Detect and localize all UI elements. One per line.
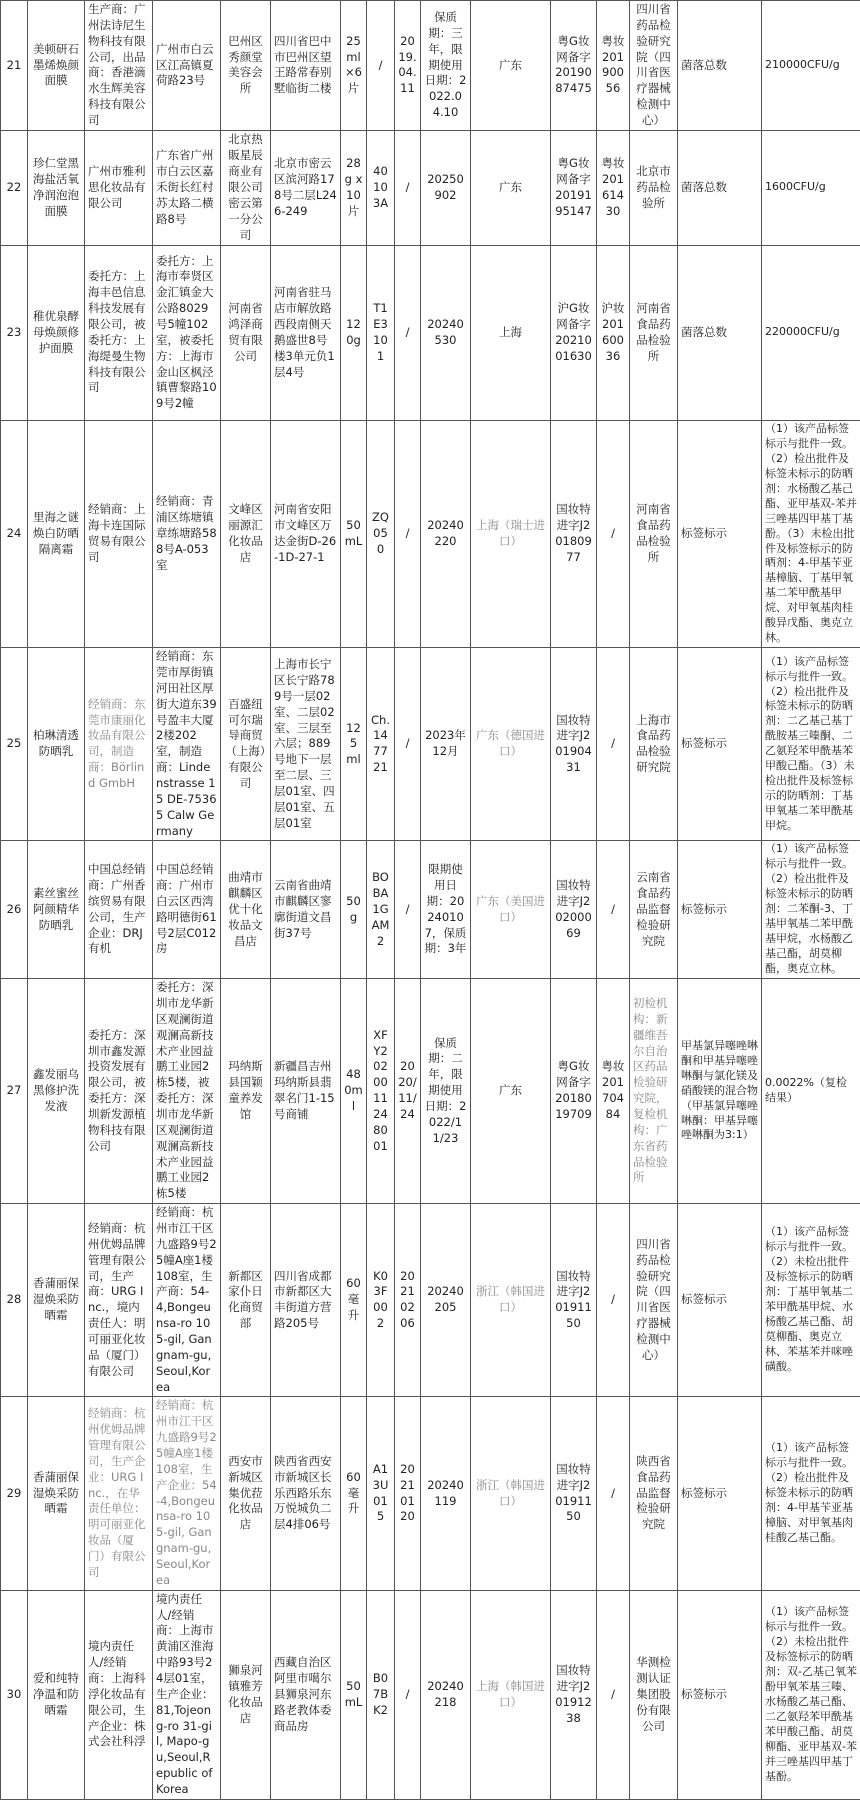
cell-origin: 广东 bbox=[471, 130, 551, 245]
cell-inspection-agency: 初检机构：新疆维吾尔自治区药品检验研究院，复检机构：广东省药品检验所 bbox=[630, 979, 678, 1204]
cell-seller-address: 上海市长宁区长宁路789号一层02室、二层02室、三层至六层；889号地下一层至二层、三层01室、四层01室、五层01室 bbox=[271, 648, 341, 841]
table-row bbox=[1, 1590, 860, 1799]
cell-expiry: 20240220 bbox=[421, 420, 471, 647]
cell-producer: 经销商：东莞市康丽化妆品有限公司，制造商：Börlind GmbH bbox=[85, 648, 153, 841]
cell-production-date: / bbox=[395, 245, 421, 420]
cell-seller: 北京热販星辰商业有限公司密云第一分公司 bbox=[221, 130, 271, 245]
table-row bbox=[1, 841, 860, 979]
cell-origin: 广东 bbox=[471, 979, 551, 1204]
cell-specification: 50g bbox=[341, 841, 367, 979]
cell-producer-address: 委托方：深圳市龙华新区观澜街道观澜高新技术产业园益鹏工业园2栋5楼，被委托方：深圳市龙华新区观澜街道观澜高新技术产业园益鹏工业园2栋5楼 bbox=[153, 979, 221, 1204]
cell-seller: 曲靖市麒麟区优十化妆品文昌店 bbox=[221, 841, 271, 979]
cell-failed-item: 标签标示 bbox=[678, 1204, 762, 1397]
cell-specification: 120g bbox=[341, 245, 367, 420]
cell-production-permit: 粤妆20170484 bbox=[597, 979, 630, 1204]
cell-license-number: 国妆特进字J20180977 bbox=[551, 420, 597, 647]
cell-production-date: 2020/11/24 bbox=[395, 979, 421, 1204]
cell-inspection-agency: 四川省药品检验研究院（四川省医疗器械检测中心） bbox=[630, 1204, 678, 1397]
cell-origin: 上海（韩国进口） bbox=[471, 1590, 551, 1799]
cell-row-number: 24 bbox=[1, 420, 28, 647]
cell-failed-item: 标签标示 bbox=[678, 648, 762, 841]
cell-producer: 生产商：广州法诗尼生物科技有限公司，出品商：香港滴水生辉美容科技有限公司 bbox=[85, 1, 153, 131]
cell-failed-item: 标签标示 bbox=[678, 841, 762, 979]
cell-production-date: / bbox=[395, 1590, 421, 1799]
cell-production-date: / bbox=[395, 648, 421, 841]
cell-batch-number: Ch.147721 bbox=[367, 648, 395, 841]
cell-product-name: 柏琳清透防晒乳 bbox=[28, 648, 85, 841]
cell-seller: 玛纳斯县国颖童养发馆 bbox=[221, 979, 271, 1204]
cell-row-number: 25 bbox=[1, 648, 28, 841]
cell-product-name: 素丝蜜丝阿颜精华防晒乳 bbox=[28, 841, 85, 979]
cell-product-name: 里海之谜焕白防晒隔离霜 bbox=[28, 420, 85, 647]
cell-product-name: 香蒲丽保湿焕采防晒霜 bbox=[28, 1204, 85, 1397]
cell-failed-item: 标签标示 bbox=[678, 420, 762, 647]
cell-failed-item: 菌落总数 bbox=[678, 245, 762, 420]
cell-expiry: 2023年12月 bbox=[421, 648, 471, 841]
cell-seller: 新都区家仆日化商贸部 bbox=[221, 1204, 271, 1397]
cell-seller: 巴州区秀颜堂美容会所 bbox=[221, 1, 271, 131]
cell-production-permit: / bbox=[597, 648, 630, 841]
cell-seller: 狮泉河镇雅芳化妆品店 bbox=[221, 1590, 271, 1799]
cell-row-number: 27 bbox=[1, 979, 28, 1204]
cell-batch-number: T1E3101 bbox=[367, 245, 395, 420]
cell-test-result: （1）该产品标签标示与批件一致。（2）检出批件及标签未标示的防晒剂：二苯酮-3、丁基甲氧基二苯甲酰基甲烷，水杨酸乙基己酯，胡莫柳酯，奥克立林。 bbox=[762, 841, 860, 979]
cell-inspection-agency: 北京市药品检验所 bbox=[630, 130, 678, 245]
cell-test-result: （1）该产品标签标示与批件一致。（2）检出批件及标签未标示的防晒剂：水杨酸乙基己酯、亚甲基双-苯并三唑基四甲基丁基酚。（3）未检出批件及标签标示的防晒剂：4-甲基苄亚基樟脑、丁基甲氧基二苯甲酰基甲烷、对甲氧基肉桂酸异戊酯、奥克立林。 bbox=[762, 420, 860, 647]
cell-production-date: / bbox=[395, 420, 421, 647]
cell-inspection-agency: 华测检测认证集团股份有限公司 bbox=[630, 1590, 678, 1799]
cell-inspection-agency: 河南省食品药品检验所 bbox=[630, 245, 678, 420]
cell-test-result: 210000CFU/g bbox=[762, 1, 860, 131]
cell-production-permit: / bbox=[597, 1204, 630, 1397]
cell-specification: 60毫升 bbox=[341, 1204, 367, 1397]
cell-expiry: 保质期：二年，限期使用日期：2022/11/23 bbox=[421, 979, 471, 1204]
cell-product-name: 香蒲丽保湿焕采防晒霜 bbox=[28, 1397, 85, 1590]
cell-seller-address: 四川省巴中市巴州区望王路常春别墅临街二楼 bbox=[271, 1, 341, 131]
cell-origin: 上海 bbox=[471, 245, 551, 420]
cell-producer-address: 经销商：东莞市厚街镇河田社区厚街大道东39号盈丰大厦2楼202室，制造商：Lindenstrasse 15 DE-75365 Calw Germany bbox=[153, 648, 221, 841]
cell-seller-address: 四川省成都市新都区大丰街道方营路205号 bbox=[271, 1204, 341, 1397]
cell-producer: 广州市雅利思化妆品有限公司 bbox=[85, 130, 153, 245]
cell-seller-address: 河南省安阳市文峰区万达金街D-26-1D-27-1 bbox=[271, 420, 341, 647]
table-body bbox=[1, 1, 860, 1800]
cell-seller-address: 云南省曲靖市麒麟区寥廓街道文昌街37号 bbox=[271, 841, 341, 979]
cell-license-number: 粤G妆网备字2019195147 bbox=[551, 130, 597, 245]
cell-production-permit: 粤妆20190056 bbox=[597, 1, 630, 131]
cell-product-name: 鑫发丽乌黑修护洗发液 bbox=[28, 979, 85, 1204]
cell-producer-address: 经销商：杭州市江干区九盛路9号25幢A座1楼108室，生产企业：54-4,Bongeunsa-ro 105-gil, Gangnam-gu,Seoul,Korea bbox=[153, 1397, 221, 1590]
cell-license-number: 粤G妆网备字2019087475 bbox=[551, 1, 597, 131]
cell-batch-number: A13U015 bbox=[367, 1397, 395, 1590]
cell-row-number: 29 bbox=[1, 1397, 28, 1590]
cell-row-number: 23 bbox=[1, 245, 28, 420]
cell-seller-address: 河南省驻马店市解放路西段南侧天鹅盛世8号楼3单元负1层4号 bbox=[271, 245, 341, 420]
cell-specification: 25ml×6片 bbox=[341, 1, 367, 131]
cell-origin: 广东（美国进口） bbox=[471, 841, 551, 979]
cell-batch-number: K03F002 bbox=[367, 1204, 395, 1397]
cell-failed-item: 甲基氯异噻唑啉酮和甲基异噻唑啉酮与氯化镁及硝酸镁的混合物（甲基氯异噻唑啉酮：甲基异噻唑啉酮为3:1） bbox=[678, 979, 762, 1204]
cell-seller-address: 北京市密云区滨河路178号二层L246-249 bbox=[271, 130, 341, 245]
cell-batch-number: ZQ050 bbox=[367, 420, 395, 647]
cell-license-number: 国妆特进字J20200069 bbox=[551, 841, 597, 979]
table-row bbox=[1, 648, 860, 841]
cell-producer-address: 经销商：青浦区练塘镇章练塘路588号A-053室 bbox=[153, 420, 221, 647]
cell-test-result: 220000CFU/g bbox=[762, 245, 860, 420]
cell-producer-address: 广州市白云区江高镇夏荷路23号 bbox=[153, 1, 221, 131]
cell-production-permit: 沪妆20160036 bbox=[597, 245, 630, 420]
cell-batch-number: 4010 3A bbox=[367, 130, 395, 245]
table-row bbox=[1, 420, 860, 647]
cell-failed-item: 菌落总数 bbox=[678, 130, 762, 245]
cell-producer-address: 委托方：上海市奉贤区金汇镇金大公路8029号5幢102室，被委托方：上海市金山区枫泾镇曹黎路109号2幢 bbox=[153, 245, 221, 420]
table-row bbox=[1, 1, 860, 131]
cell-test-result: （1）该产品标签标示与批件一致。（2）检出批件及标签未标示的防晒剂：二乙基己基丁酰胺基三嗪酮、二乙氨羟苯甲酰基苯甲酸己酯。（3）未检出批件及标签标示的防晒剂：丁基甲氧基二苯甲酰基甲烷。 bbox=[762, 648, 860, 841]
table-row bbox=[1, 1204, 860, 1397]
cell-row-number: 22 bbox=[1, 130, 28, 245]
cell-seller: 文峰区丽源汇化妆品店 bbox=[221, 420, 271, 647]
cell-specification: 60毫升 bbox=[341, 1397, 367, 1590]
cell-license-number: 国妆特进字J20191150 bbox=[551, 1397, 597, 1590]
cell-product-name: 爱和纯特净温和防晒霜 bbox=[28, 1590, 85, 1799]
cell-production-permit: / bbox=[597, 1590, 630, 1799]
cell-production-date: 2019.04.11 bbox=[395, 1, 421, 131]
cell-test-result: （1）该产品标签标示与批件一致。（2）检出批件及标签未标示的防晒剂：4-甲基苄亚基樟脑、对甲氧基肉桂酸乙基己酯。 bbox=[762, 1397, 860, 1590]
cell-failed-item: 标签标示 bbox=[678, 1397, 762, 1590]
cell-origin: 浙江（韩国进口） bbox=[471, 1397, 551, 1590]
cell-expiry: 限期使用日期：20240107，保质期：3年 bbox=[421, 841, 471, 979]
cell-test-result: 1600CFU/g bbox=[762, 130, 860, 245]
cell-producer: 经销商：杭州优姆品牌管理有限公司，生产企业：URG Inc.，在华责任单位：明可丽亚化妆品（厦门）有限公司 bbox=[85, 1397, 153, 1590]
cell-batch-number: XFY2020011248001 bbox=[367, 979, 395, 1204]
cell-product-name: 稚优泉酵母焕颜修护面膜 bbox=[28, 245, 85, 420]
cell-seller-address: 新疆昌吉州玛纳斯县翡翠名门1-15号商铺 bbox=[271, 979, 341, 1204]
cell-inspection-agency: 云南省食品药品监督检验研究院 bbox=[630, 841, 678, 979]
cell-license-number: 粤G妆网备字2018019709 bbox=[551, 979, 597, 1204]
cell-production-date: 20210120 bbox=[395, 1397, 421, 1590]
cell-row-number: 30 bbox=[1, 1590, 28, 1799]
cell-seller: 西安市新城区集优菈化妆品店 bbox=[221, 1397, 271, 1590]
cell-batch-number: BOBA1GAM2 bbox=[367, 841, 395, 979]
cell-license-number: 沪G妆网备字2021001630 bbox=[551, 245, 597, 420]
cell-inspection-agency: 上海市食品药品检验研究院 bbox=[630, 648, 678, 841]
cell-batch-number: B07BK2 bbox=[367, 1590, 395, 1799]
cell-producer-address: 中国总经销商：广州市白云区西湾路明德街61号2层C012房 bbox=[153, 841, 221, 979]
cell-expiry: 20240205 bbox=[421, 1204, 471, 1397]
cell-specification: 28g x10片 bbox=[341, 130, 367, 245]
cell-expiry: 20240218 bbox=[421, 1590, 471, 1799]
table-row bbox=[1, 1397, 860, 1590]
cell-production-permit: / bbox=[597, 1397, 630, 1590]
cell-seller: 百盛纽可尔瑞导商贸（上海）有限公司 bbox=[221, 648, 271, 841]
cell-test-result: （1）该产品标签标示与批件一致。（2）未检出批件及标签标示的防晒剂：双-乙基己氧苯酚甲氧苯基三嗪、水杨酸乙基己酯、二乙氨羟苯甲酰基苯甲酸己酯、胡莫柳酯、亚甲基双-苯并三唑基四甲基丁基酚。 bbox=[762, 1590, 860, 1799]
cell-production-date: / bbox=[395, 841, 421, 979]
cell-production-permit: / bbox=[597, 841, 630, 979]
cell-production-date: 20210206 bbox=[395, 1204, 421, 1397]
cell-origin: 浙江（韩国进口） bbox=[471, 1204, 551, 1397]
cell-origin: 广东 bbox=[471, 1, 551, 131]
cell-producer: 委托方：上海丰邑信息科技发展有限公司，被委托方：上海缇曼生物科技有限公司 bbox=[85, 245, 153, 420]
cell-license-number: 国妆特进字J20191238 bbox=[551, 1590, 597, 1799]
cell-license-number: 国妆特进字J20190431 bbox=[551, 648, 597, 841]
cell-production-permit: / bbox=[597, 420, 630, 647]
cell-production-permit: 粤妆20161430 bbox=[597, 130, 630, 245]
cell-producer: 境内责任人/经销商：上海科浮化妆品有限公司，生产企业：株式会社科浮 bbox=[85, 1590, 153, 1799]
cell-expiry: 20240530 bbox=[421, 245, 471, 420]
cell-expiry: 20250902 bbox=[421, 130, 471, 245]
cell-specification: 50 mL bbox=[341, 420, 367, 647]
cell-producer-address: 经销商：杭州市江干区九盛路9号25幢A座1楼108室，生产商：54-4,Bongeunsa-ro 105-gil, Gangnam-gu,Seoul,Korea bbox=[153, 1204, 221, 1397]
cell-expiry: 保质期：三年，限期使用日期：2022.04.10 bbox=[421, 1, 471, 131]
cell-producer: 中国总经销商：广州香缤贸易有限公司，生产企业：DRJ有机 bbox=[85, 841, 153, 979]
cell-producer: 委托方：深圳市鑫发源投资发展有限公司，被委托方：深圳新发源植物科技有限公司 bbox=[85, 979, 153, 1204]
cell-inspection-agency: 河南省食品药品检验所 bbox=[630, 420, 678, 647]
cell-producer-address: 广东省广州市白云区嘉禾街长红村苏太路二横路8号 bbox=[153, 130, 221, 245]
cell-specification: 125 ml bbox=[341, 648, 367, 841]
cell-failed-item: 标签标示 bbox=[678, 1590, 762, 1799]
cell-inspection-agency: 陕西省食品药品监督检验研究院 bbox=[630, 1397, 678, 1590]
cell-batch-number: / bbox=[367, 1, 395, 131]
cell-inspection-agency: 四川省药品检验研究院（四川省医疗器械检测中心） bbox=[630, 1, 678, 131]
cell-production-date: / bbox=[395, 130, 421, 245]
cell-failed-item: 菌落总数 bbox=[678, 1, 762, 131]
cell-specification: 50 mL bbox=[341, 1590, 367, 1799]
cell-row-number: 26 bbox=[1, 841, 28, 979]
table-row bbox=[1, 979, 860, 1204]
cell-producer: 经销商：杭州优姆品牌管理有限公司，生产商：URG Inc.，境内责任人：明可丽亚化妆品（厦门）有限公司 bbox=[85, 1204, 153, 1397]
cell-origin: 广东（德国进口） bbox=[471, 648, 551, 841]
cell-row-number: 28 bbox=[1, 1204, 28, 1397]
cell-product-name: 珍仁堂黑海盐活氧净润泡泡面膜 bbox=[28, 130, 85, 245]
cell-origin: 上海（瑞士进口） bbox=[471, 420, 551, 647]
cell-license-number: 国妆特进字J20191150 bbox=[551, 1204, 597, 1397]
cell-product-name: 美顿研石墨烯焕颜面膜 bbox=[28, 1, 85, 131]
table-row bbox=[1, 245, 860, 420]
cell-seller: 河南省鸿泽商贸有限公司 bbox=[221, 245, 271, 420]
cell-specification: 480ml bbox=[341, 979, 367, 1204]
cell-test-result: 0.0022%（复检结果） bbox=[762, 979, 860, 1204]
cell-test-result: （1）该产品标签标示与批件一致。（2）未检出批件及标签标示的防晒剂：丁基甲氧基二苯甲酰基甲烷、水杨酸乙基己酯、胡莫柳酯、奥克立林、苯基苯并咪唑磺酸。 bbox=[762, 1204, 860, 1397]
cell-producer-address: 境内责任人/经销商：上海市黄浦区淮海中路93号24层01室，生产企业：81,Tojeong-ro 31-gil, Mapo-gu,Seoul,Republic of Korea bbox=[153, 1590, 221, 1799]
cell-seller-address: 陕西省西安市新城区长乐西路乐东万悦城负二层4排06号 bbox=[271, 1397, 341, 1590]
table-row bbox=[1, 130, 860, 245]
cell-expiry: 20240119 bbox=[421, 1397, 471, 1590]
cell-seller-address: 西藏自治区阿里市噶尔县狮泉河东路老教体委商品房 bbox=[271, 1590, 341, 1799]
cell-row-number: 21 bbox=[1, 1, 28, 131]
cell-producer: 经销商：上海卡连国际贸易有限公司 bbox=[85, 420, 153, 647]
